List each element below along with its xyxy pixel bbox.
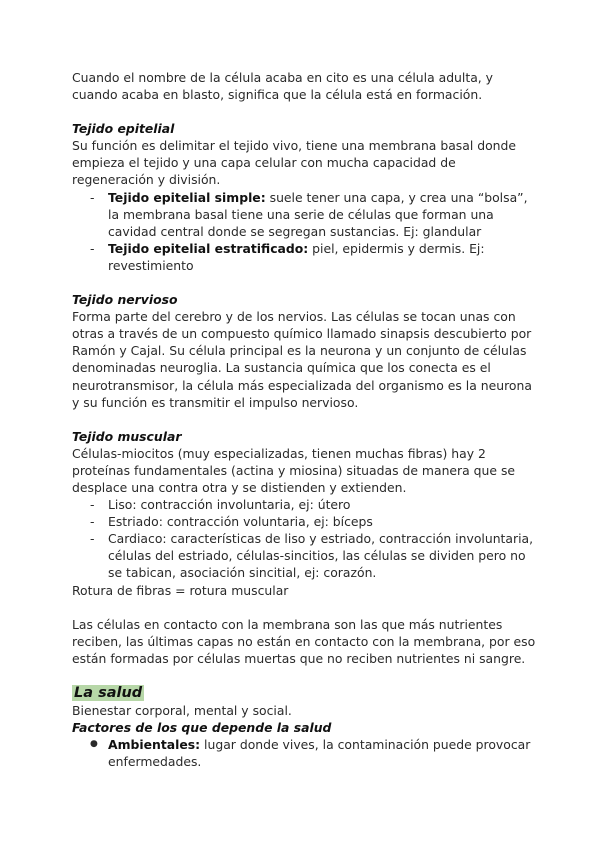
list-item	[90, 189, 540, 240]
list-item: - Cardiaco: características de liso y estriado, contracción involuntaria, células del estriado, células-sincitios, las células se dividen pero no se tabican, asociación sincitial, ej: corazón.	[90, 530, 540, 581]
heading-tejido-nervioso: Tejido nervioso	[72, 292, 178, 308]
factores-list	[72, 736, 540, 770]
epitelial-list	[72, 189, 540, 274]
muscular-paragraph: Células-miocitos (muy especializadas, tienen muchas fibras) hay 2 proteínas fundamentales (actina y miosina) situadas de manera que se desplace una contra otra y se distienden y extienden.	[72, 445, 516, 495]
list-item-term: Ambientales:	[108, 737, 201, 753]
epitelial-paragraph: Su función es delimitar el tejido vivo, tiene una membrana basal donde empieza el tejido y una capa celular con mucha capacidad de regeneración y división.	[72, 138, 517, 188]
muscular-list	[72, 496, 540, 581]
list-item	[90, 240, 540, 274]
salud-definition: Bienestar corporal, mental y social.	[72, 703, 292, 718]
heading-tejido-epitelial: Tejido epitelial	[72, 121, 175, 137]
membrana-paragraph: Las células en contacto con la membrana son las que más nutrientes reciben, las últimas capas no están en contacto con la membrana, por eso están formadas por células muertas que no reciben nutrientes ni sangre.	[72, 616, 536, 666]
list-item-text: suele tener una capa, y crea una “bolsa”, la membrana basal tiene una serie de células que forman una cavidad central donde se segregan sustancias. Ej: glandular	[108, 189, 528, 239]
heading-la-salud	[72, 684, 540, 702]
heading-factores: Factores de los que depende la salud	[72, 720, 332, 736]
intro-paragraph: Cuando el nombre de la célula acaba en cito es una célula adulta, y cuando acaba en blasto, significa que la célula está en formación.	[72, 70, 494, 103]
list-item: - Liso: contracción involuntaria, ej: útero	[90, 496, 540, 513]
list-item-text: piel, epidermis y dermis. Ej: revestimiento	[108, 240, 485, 273]
heading-tejido-muscular: Tejido muscular	[72, 428, 182, 444]
list-item-term: Tejido epitelial simple:	[108, 189, 266, 205]
list-item-text: lugar donde vives, la contaminación puede provocar enfermedades.	[108, 737, 531, 770]
muscular-after-paragraph: Rotura de fibras = rotura muscular	[72, 582, 289, 598]
highlighted-heading: La salud	[74, 684, 143, 701]
nervioso-paragraph: Forma parte del cerebro y de los nervios. Las células se tocan unas con otras a través de un compuesto químico llamado sinapsis descubierto por Ramón y Cajal. Su célula principal es la neurona y un conjunto de células denominadas neuroglia. La sustancia química que los conecta es el neurotransmisor, la célula más especializada del organismo es la neurona y su función es transmitir el impulso nervioso.	[72, 309, 532, 410]
list-item	[90, 736, 540, 770]
list-item-term: Tejido epitelial estratificado:	[108, 240, 309, 256]
list-item: - Estriado: contracción voluntaria, ej: bíceps	[90, 513, 540, 530]
